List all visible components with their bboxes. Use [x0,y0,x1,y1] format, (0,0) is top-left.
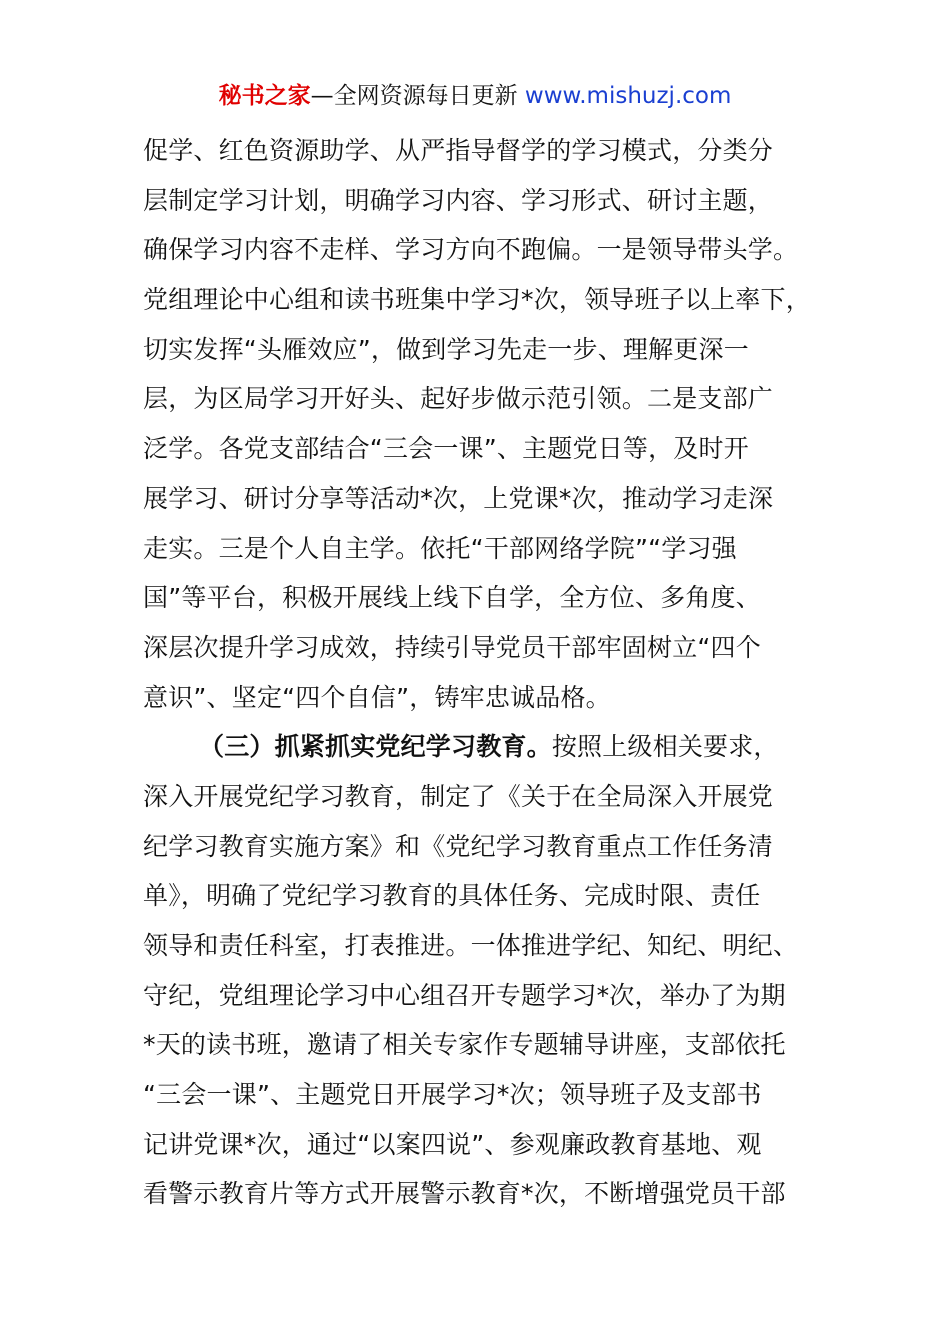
paragraph-line: 纪学习教育实施方案》和《党纪学习教育重点工作任务清 [143,831,774,861]
section-heading: （三）抓紧抓实党纪学习教育。 [199,732,552,762]
paragraph-line: 领导和责任科室，打表推进。一体推进学纪、知纪、明纪、 [143,931,799,960]
paragraph-line: 促学、红色资源助学、从严指导督学的学习模式，分类分 [143,136,774,165]
paragraph-line: 深入开展党纪学习教育，制定了《关于在全局深入开展党 [143,781,774,811]
paragraph-line: 层，为区局学习开好头、起好步做示范引领。二是支部广 [143,384,774,414]
paragraph-line: 确保学习内容不走样、学习方向不跑偏。一是领导带头学。 [143,235,799,265]
brand-name: 秘书之家 [218,83,311,109]
section-first-line-text: 按照上级相关要求， [551,732,779,762]
paragraph-line: 泛学。各党支部结合“三会一课”、主题党日等，及时开 [143,434,749,464]
paragraph-line: 展学习、研讨分享等活动*次，上党课*次，推动学习走深 [143,483,774,513]
paragraph-line: 看警示教育片等方式开展警示教育*次，不断增强党员干部 [143,1179,786,1209]
paragraph-line: 意识”、坚定“四个自信”，铸牢忠诚品格。 [143,682,611,712]
header-tagline: —全网资源每日更新 [310,83,525,109]
paragraph-line: 层制定学习计划，明确学习内容、学习形式、研讨主题， [143,185,774,215]
site-url-link[interactable]: www.mishuzj.com [524,83,732,109]
paragraph-line: 切实发挥“头雁效应”，做到学习先走一步、理解更深一 [143,334,749,364]
document-body [143,126,823,1219]
paragraph-line: “三会一课”、主题党日开展学习*次；领导班子及支部书 [143,1080,762,1110]
paragraph-line: 走实。三是个人自主学。依托“干部网络学院”“学习强 [143,533,737,563]
paragraph-line: 记讲党课*次，通过“以案四说”、参观廉政教育基地、观 [143,1129,762,1159]
section-heading-line [143,722,823,772]
paragraph-line: 深层次提升学习成效，持续引导党员干部牢固树立“四个 [143,632,761,662]
paragraph-line: 守纪，党组理论学习中心组召开专题学习*次，举办了为期 [143,980,786,1010]
paragraph-line: 国”等平台，积极开展线上线下自学，全方位、多角度、 [143,583,761,613]
site-header [0,80,950,112]
paragraph-line: 单》，明确了党纪学习教育的具体任务、完成时限、责任 [143,881,761,911]
paragraph-line: *天的读书班，邀请了相关专家作专题辅导讲座，支部依托 [143,1030,786,1060]
paragraph-line: 党组理论中心组和读书班集中学习*次，领导班子以上率下， [143,285,811,315]
